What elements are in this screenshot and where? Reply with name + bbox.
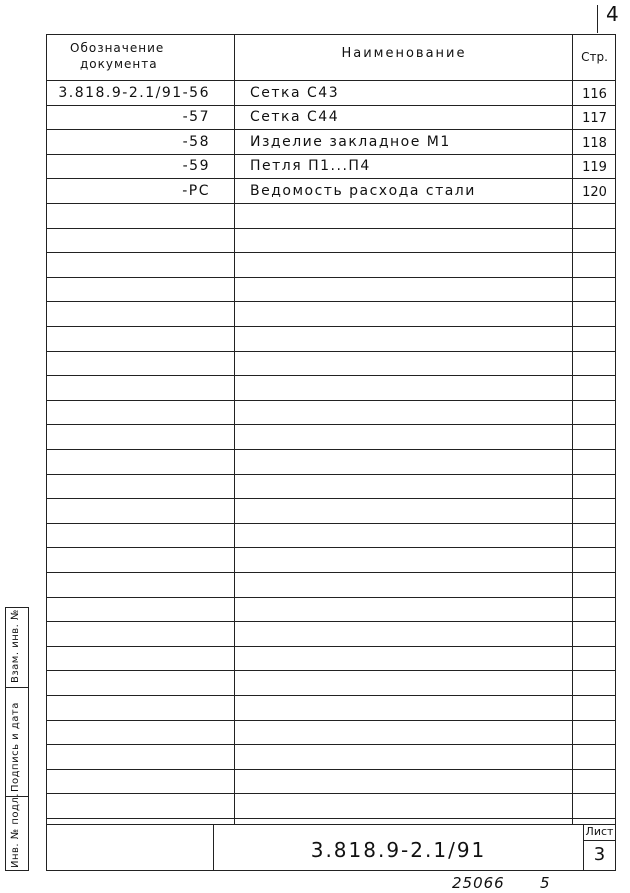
table-row-line — [46, 228, 616, 229]
row-page: 117 — [582, 111, 607, 126]
table-row-line — [46, 375, 616, 376]
header-divider — [46, 80, 616, 81]
table-row-line — [46, 818, 616, 819]
stamp-sheet-divider — [583, 840, 616, 841]
stamp-top-border — [46, 824, 616, 825]
table-row-line — [46, 498, 616, 499]
side-label-inv-orig: Инв. № подл. — [10, 793, 21, 868]
table-row-line — [46, 154, 616, 155]
table-row-line — [46, 105, 616, 106]
table-row-line — [46, 547, 616, 548]
row-name: Петля П1...П4 — [250, 158, 371, 174]
table-row-line — [46, 203, 616, 204]
row-code: -58 — [182, 134, 210, 150]
table-row-line — [46, 277, 616, 278]
table-row-line — [46, 400, 616, 401]
table-row-line — [46, 621, 616, 622]
table-row-line — [46, 351, 616, 352]
row-page: 119 — [582, 160, 607, 175]
table-row-line — [46, 424, 616, 425]
table-row-line — [46, 769, 616, 770]
side-label-sign-date: Подпись и дата — [10, 702, 21, 792]
page-number: 4 — [606, 2, 619, 26]
table-row-line — [46, 523, 616, 524]
footer-sheet-number: 5 — [540, 874, 551, 892]
header-name: Наименование — [341, 46, 467, 61]
table-row-line — [46, 252, 616, 253]
table-row-line — [46, 449, 616, 450]
page-corner-frame — [597, 5, 598, 33]
row-page: 120 — [582, 185, 607, 200]
table-row-line — [46, 178, 616, 179]
column-divider-code-name — [234, 34, 235, 824]
side-stamp-divider — [5, 687, 29, 688]
table-row-line — [46, 597, 616, 598]
stamp-sheet-label: Лист — [585, 825, 614, 838]
row-name: Ведомость расхода стали — [250, 183, 476, 199]
header-designation-line2: документа — [80, 57, 158, 71]
side-label-replace-inv: Взам. инв. № — [10, 609, 21, 683]
table-row-line — [46, 129, 616, 130]
row-name: Изделие закладное М1 — [250, 134, 451, 150]
row-name: Сетка С43 — [250, 85, 340, 101]
stamp-sheet-number: 3 — [593, 844, 606, 865]
table-row-line — [46, 695, 616, 696]
row-code: -57 — [182, 109, 210, 125]
table-row-line — [46, 720, 616, 721]
row-code: 3.818.9-2.1/91-56 — [58, 85, 210, 101]
header-designation-line1: Обозначение — [70, 41, 165, 55]
row-page: 116 — [582, 87, 607, 102]
row-page: 118 — [582, 136, 607, 151]
table-row-line — [46, 572, 616, 573]
header-designation — [70, 40, 190, 72]
table-row-line — [46, 793, 616, 794]
table-row-line — [46, 670, 616, 671]
table-row-line — [46, 301, 616, 302]
table-row-line — [46, 744, 616, 745]
column-divider-name-page — [572, 34, 573, 824]
table-row-line — [46, 646, 616, 647]
footer-order-number: 25066 — [452, 874, 505, 892]
row-code: -РС — [182, 183, 210, 199]
table-row-line — [46, 326, 616, 327]
row-code: -59 — [182, 158, 210, 174]
header-page: Стр. — [581, 50, 608, 64]
row-name: Сетка С44 — [250, 109, 340, 125]
table-row-line — [46, 474, 616, 475]
stamp-document-code: 3.818.9-2.1/91 — [310, 838, 487, 862]
